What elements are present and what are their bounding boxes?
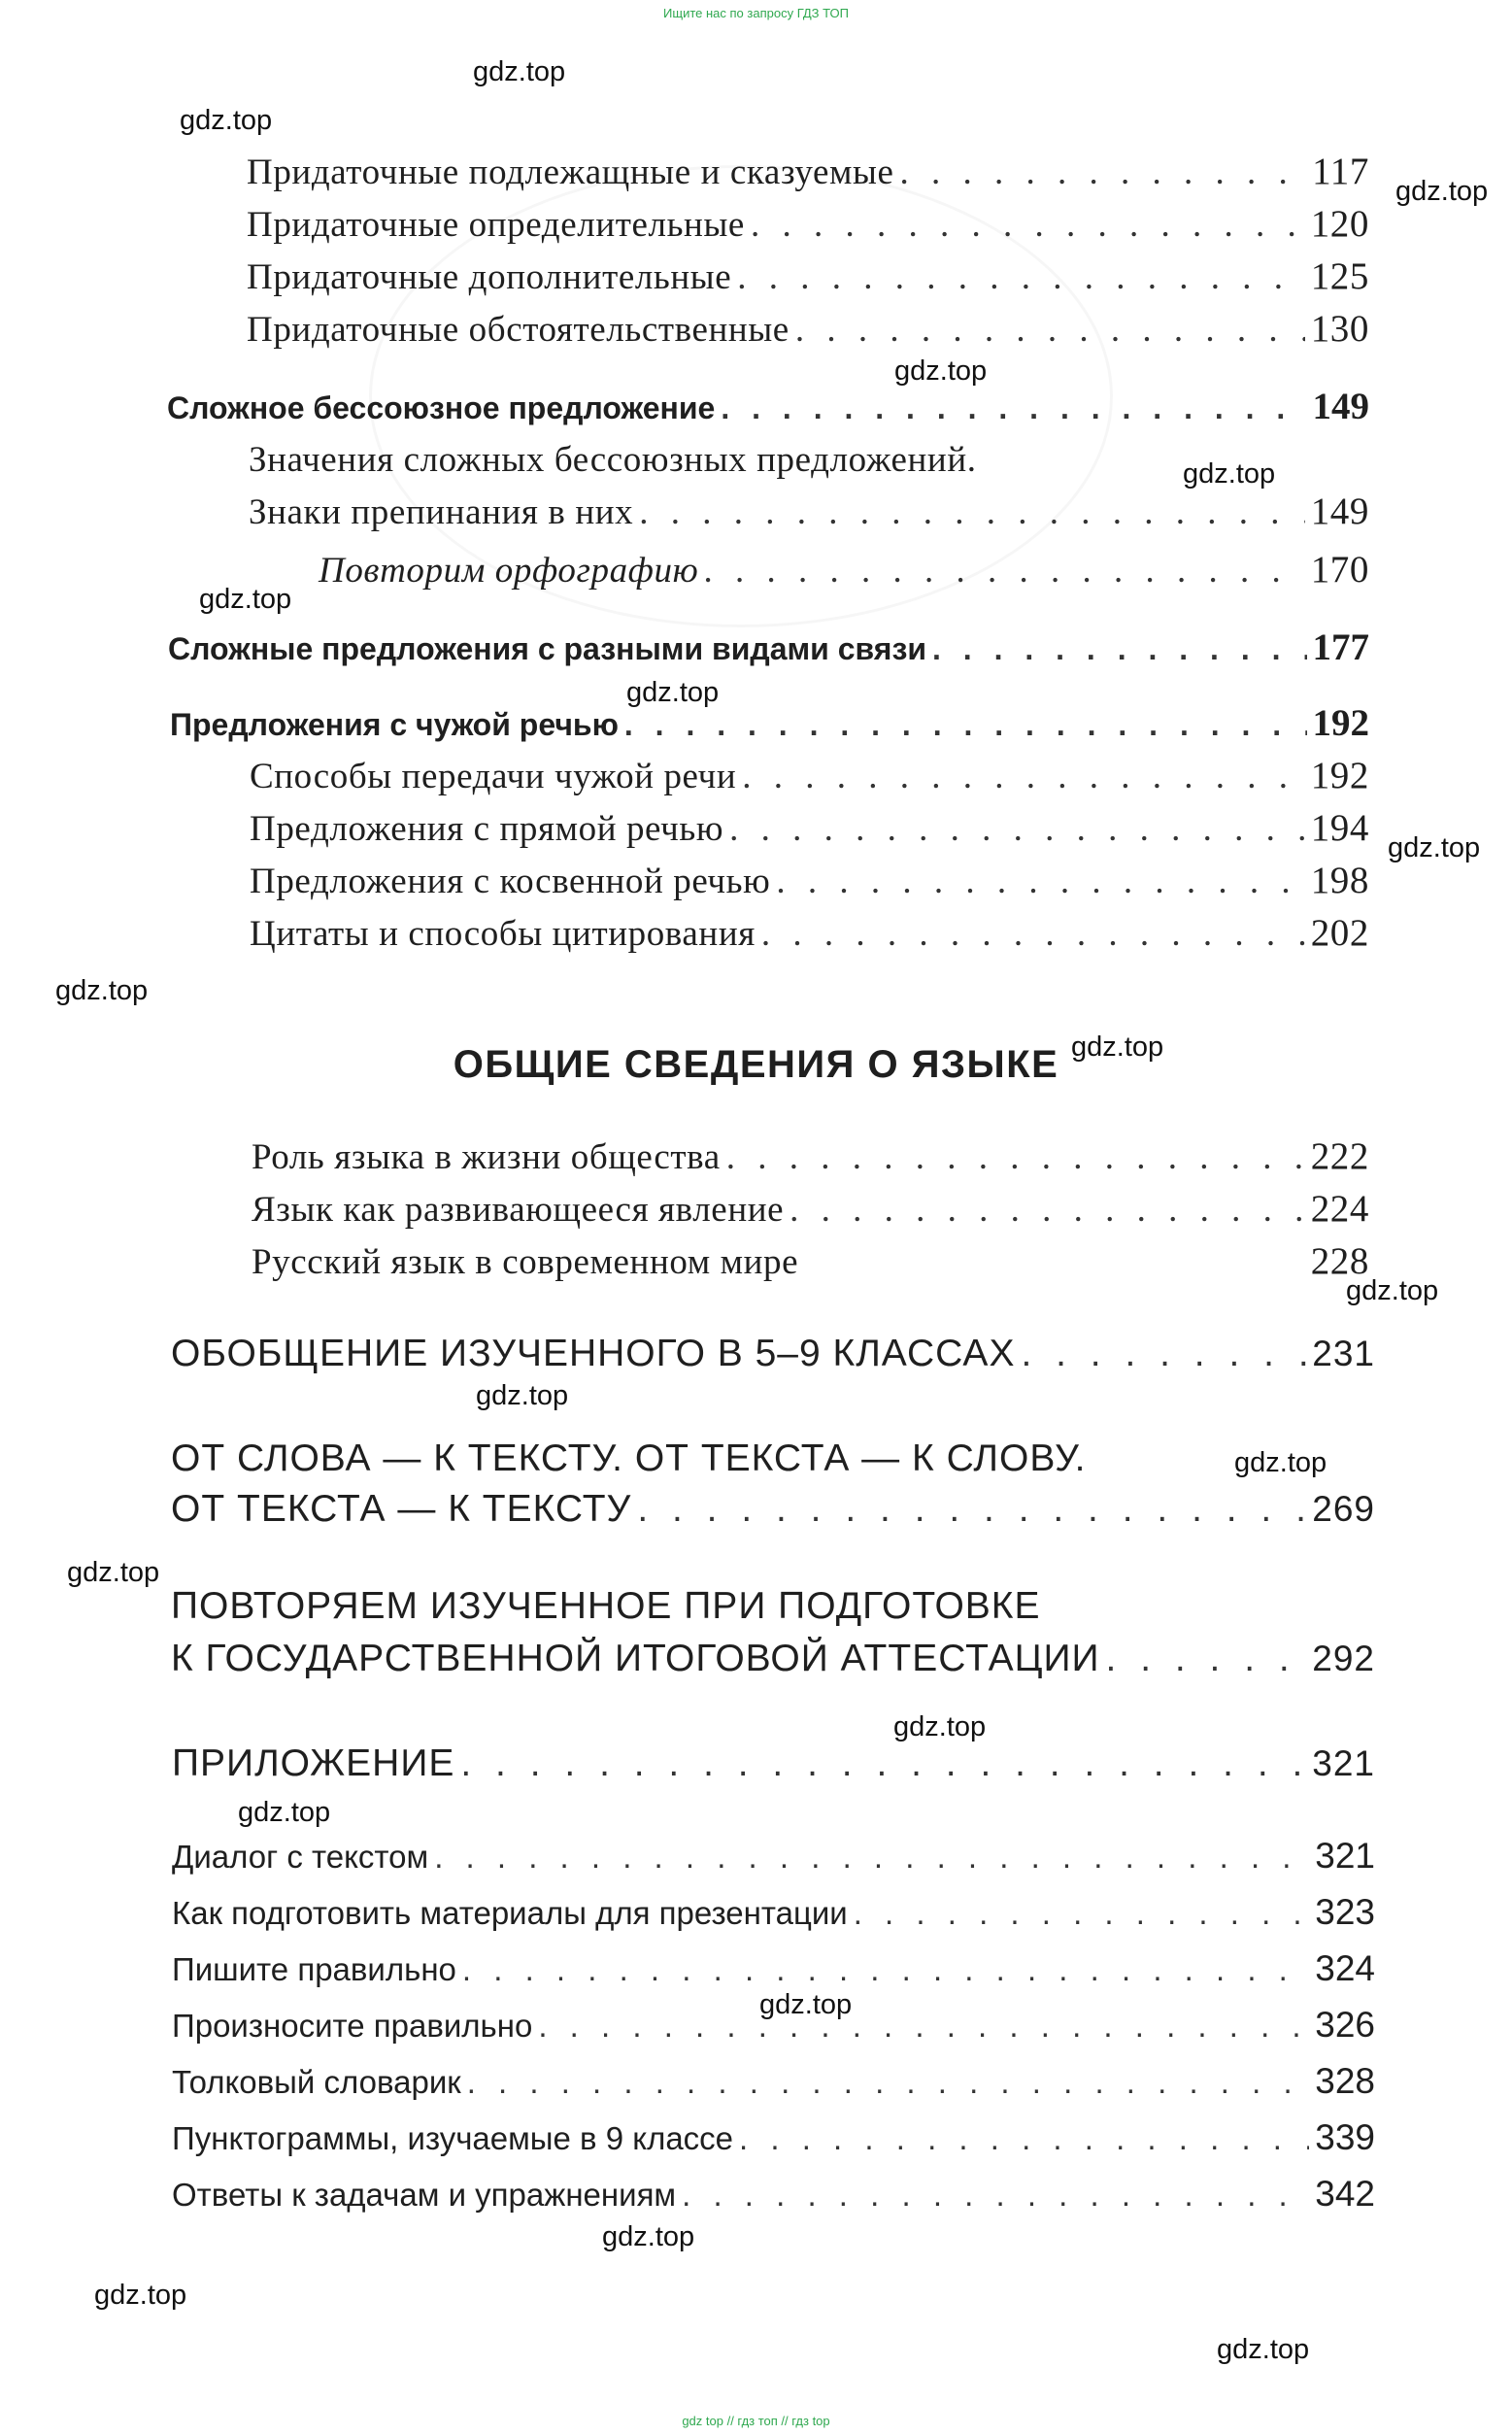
toc-entry[interactable] (247, 150, 1369, 193)
leader-dots (739, 2120, 1309, 2157)
toc-entry-title: Пишите правильно (172, 1951, 456, 1987)
toc-section-title: Сложное бессоюзное предложение (167, 390, 716, 425)
leader-dots (742, 756, 1304, 797)
toc-entry[interactable] (172, 2061, 1375, 2102)
toc-entry[interactable] (247, 307, 1369, 351)
toc-entry-title: Цитаты и способы цитирования (250, 914, 756, 954)
toc-entry-title: Диалог с текстом (172, 1839, 429, 1875)
toc-entry[interactable] (319, 548, 1369, 592)
watermark: gdz.top (893, 1711, 987, 1742)
toc-entry[interactable] (172, 1948, 1375, 1989)
toc-section-title: Сложные предложения с разными видами связи (168, 631, 927, 666)
toc-entry-page: 120 (1310, 203, 1369, 245)
watermark: gdz.top (1346, 1275, 1439, 1306)
leader-dots (538, 2008, 1309, 2045)
watermark: gdz.top (67, 1557, 160, 1588)
toc-entry-title: Придаточные определительные (247, 205, 745, 245)
watermark: gdz.top (759, 1989, 853, 2020)
toc-entry[interactable] (172, 2117, 1375, 2158)
toc-entry-page: 149 (1310, 490, 1369, 532)
leader-dots (751, 204, 1305, 246)
toc-section-page: 269 (1312, 1489, 1375, 1529)
toc-section-title: ОТ ТЕКСТА — К ТЕКСТУ (171, 1488, 632, 1530)
watermark: gdz.top (199, 584, 292, 615)
watermark: gdz.top (94, 2280, 187, 2311)
top-notice: Ищите нас по запросу ГДЗ ТОП (663, 6, 849, 20)
toc-section-page: 177 (1312, 626, 1369, 668)
toc-section-title[interactable]: ПОВТОРЯЕМ ИЗУЧЕННОЕ ПРИ ПОДГОТОВКЕ (171, 1585, 1041, 1627)
leader-dots (434, 1839, 1309, 1876)
leader-dots (462, 1951, 1309, 1988)
toc-entry-page: 228 (1310, 1240, 1369, 1282)
toc-entry-page: 130 (1310, 308, 1369, 350)
bottom-notice: gdz top // гдз топ // гдз top (682, 2414, 830, 2428)
toc-entry-page: 323 (1315, 1892, 1375, 1932)
toc-entry[interactable] (247, 202, 1369, 246)
toc-section-page: 192 (1312, 702, 1369, 744)
leader-dots (1106, 1638, 1307, 1680)
leader-dots (721, 390, 1306, 426)
leader-dots (467, 2064, 1310, 2101)
toc-entry-page: 192 (1310, 755, 1369, 796)
watermark: gdz.top (1388, 832, 1481, 863)
toc-section-title: ОБОБЩЕНИЕ ИЗУЧЕННОГО В 5–9 КЛАССАХ (171, 1333, 1016, 1374)
watermark: gdz.top (238, 1797, 331, 1828)
toc-section[interactable] (171, 1488, 1375, 1531)
toc-section[interactable] (168, 626, 1369, 669)
toc-section-page: 321 (1312, 1743, 1375, 1783)
toc-section-page: 292 (1312, 1639, 1375, 1678)
toc-entry-page: 125 (1310, 255, 1369, 297)
leader-dots (761, 913, 1305, 955)
leader-dots (776, 861, 1304, 902)
watermark: gdz.top (894, 355, 988, 387)
leader-dots (460, 1742, 1306, 1785)
toc-section-page: 231 (1312, 1334, 1375, 1373)
leader-dots (900, 152, 1307, 193)
leader-dots (932, 631, 1306, 667)
toc-section-title: ПРИЛОЖЕНИЕ (172, 1742, 455, 1784)
toc-entry[interactable] (250, 754, 1369, 797)
watermark: gdz.top (180, 105, 273, 136)
toc-section-title[interactable]: ОТ СЛОВА — К ТЕКСТУ. ОТ ТЕКСТА — К СЛОВУ. (171, 1437, 1087, 1479)
leader-dots (790, 1189, 1305, 1231)
section-heading: ОБЩИЕ СВЕДЕНИЯ О ЯЗЫКЕ (453, 1043, 1059, 1086)
toc-entry-page: 194 (1310, 807, 1369, 849)
toc-entry-title: Толковый словарик (172, 2064, 461, 2100)
toc-entry[interactable] (252, 1187, 1369, 1231)
toc-entry-page: 342 (1315, 2174, 1375, 2214)
toc-entry-title: Повторим орфографию (319, 551, 699, 591)
leader-dots (737, 256, 1304, 298)
leader-dots (854, 1895, 1310, 1932)
toc-entry-title: Придаточные обстоятельственные (247, 310, 790, 350)
toc-entry-page: 326 (1315, 2005, 1375, 2045)
toc-section[interactable] (167, 385, 1369, 428)
toc-entry[interactable] (252, 1134, 1369, 1178)
toc-entry-title: Как подготовить материалы для презентации (172, 1895, 848, 1931)
watermark: gdz.top (1071, 1031, 1164, 1063)
leader-dots (639, 491, 1304, 533)
toc-entry[interactable] (250, 911, 1369, 955)
toc-entry[interactable] (172, 2174, 1375, 2215)
watermark: gdz.top (473, 56, 566, 87)
toc-entry-title: Ответы к задачам и упражнениям (172, 2177, 677, 2213)
toc-entry-title[interactable]: Значения сложных бессоюзных предложений. (249, 440, 977, 480)
toc-section[interactable] (171, 1638, 1375, 1680)
toc-entry-page: 198 (1310, 860, 1369, 901)
toc-entry-page: 224 (1310, 1188, 1369, 1230)
leader-dots (1021, 1333, 1306, 1375)
toc-entry-title: Придаточные дополнительные (247, 257, 732, 297)
watermark: gdz.top (55, 975, 149, 1006)
leader-dots (624, 707, 1307, 743)
toc-section-title: Предложения с чужой речью (170, 707, 619, 742)
leader-dots (682, 2177, 1309, 2214)
toc-entry[interactable] (172, 1836, 1375, 1877)
toc-entry[interactable] (250, 859, 1369, 902)
watermark: gdz.top (602, 2221, 695, 2252)
leader-dots (729, 808, 1305, 850)
watermark: gdz.top (1395, 176, 1489, 207)
watermark: gdz.top (1234, 1447, 1327, 1478)
leader-dots (726, 1136, 1305, 1178)
toc-entry-title: Русский язык в современном мире (252, 1242, 799, 1282)
watermark: gdz.top (1217, 2334, 1310, 2365)
watermark: gdz.top (1183, 458, 1276, 490)
toc-entry-page: 117 (1312, 151, 1369, 192)
watermark: gdz.top (626, 677, 720, 708)
watermark: gdz.top (476, 1380, 569, 1411)
toc-entry-page: 170 (1310, 549, 1369, 591)
toc-section-page: 149 (1312, 386, 1369, 427)
toc-entry-page: 321 (1315, 1836, 1375, 1876)
leader-dots (704, 550, 1304, 592)
toc-entry[interactable] (172, 1892, 1375, 1933)
toc-entry-page: 324 (1315, 1948, 1375, 1988)
toc-entry-title: Предложения с прямой речью (250, 809, 724, 849)
toc-section[interactable] (171, 1333, 1375, 1375)
toc-entry-page: 202 (1310, 912, 1369, 954)
toc-entry-title: Пунктограммы, изучаемые в 9 классе (172, 2120, 734, 2156)
toc-section-title: К ГОСУДАРСТВЕННОЙ ИТОГОВОЙ АТТЕСТАЦИИ (171, 1638, 1100, 1679)
toc-entry-title: Способы передачи чужой речи (250, 757, 737, 796)
toc-entry-page: 339 (1315, 2117, 1375, 2157)
toc-section[interactable] (172, 1742, 1375, 1785)
toc-section[interactable] (170, 701, 1369, 745)
leader-dots (795, 309, 1305, 351)
toc-entry[interactable] (247, 254, 1369, 298)
toc-entry-title: Знаки препинания в них (249, 492, 634, 532)
toc-entry[interactable] (252, 1239, 1369, 1283)
toc-entry[interactable] (172, 2005, 1375, 2046)
toc-entry-title: Произносите правильно (172, 2008, 533, 2044)
toc-entry-title: Придаточные подлежащные и сказуемые (247, 152, 894, 192)
toc-entry-title: Язык как развивающееся явление (252, 1190, 785, 1230)
toc-entry[interactable] (249, 490, 1369, 533)
toc-entry-page: 222 (1310, 1135, 1369, 1177)
toc-entry[interactable] (250, 806, 1369, 850)
leader-dots (637, 1488, 1306, 1531)
toc-entry-title: Роль языка в жизни общества (252, 1137, 721, 1177)
toc-entry-page: 328 (1315, 2061, 1375, 2101)
toc-entry-title: Предложения с косвенной речью (250, 862, 771, 901)
